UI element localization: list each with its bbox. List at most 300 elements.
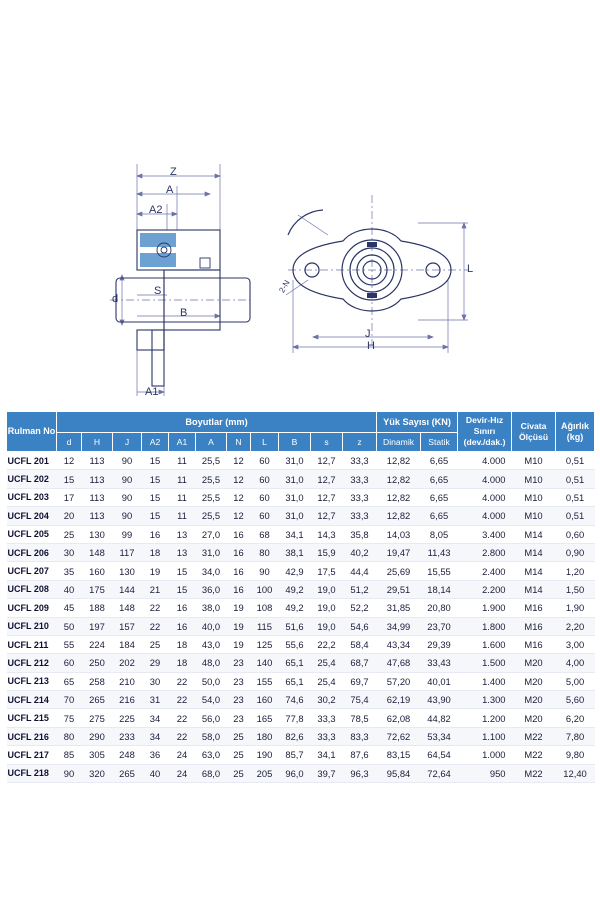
- cell-s: 34,1: [311, 746, 343, 764]
- cell-d: 17: [57, 488, 82, 506]
- cell-j: 184: [113, 635, 142, 653]
- dim-label-l: L: [467, 263, 474, 275]
- cell-dynamic: 25,69: [377, 562, 421, 580]
- spec-table: [6, 411, 595, 783]
- cell-l: 140: [251, 654, 279, 672]
- cell-a: 34,0: [196, 562, 227, 580]
- cell-a: 40,0: [196, 617, 227, 635]
- cell-s: 19,0: [311, 617, 343, 635]
- cell-weight: 1,20: [556, 562, 595, 580]
- cell-a1: 22: [169, 691, 196, 709]
- cell-d: 65: [57, 672, 82, 690]
- subheader-a2: A2: [142, 433, 169, 452]
- cell-a1: 18: [169, 654, 196, 672]
- cell-z: 96,3: [343, 764, 377, 782]
- table-row: [7, 672, 595, 690]
- table-row: [7, 525, 595, 543]
- cell-z: 54,6: [343, 617, 377, 635]
- cell-n: 25: [227, 764, 251, 782]
- cell-bolt: M16: [512, 599, 556, 617]
- cell-j: 130: [113, 562, 142, 580]
- header-dimensions: Boyutlar (mm): [57, 412, 377, 433]
- cell-weight: 5,00: [556, 672, 595, 690]
- cell-l: 60: [251, 470, 279, 488]
- header-bolt: Civata Ölçüsü: [512, 412, 556, 452]
- subheader-a1: A1: [169, 433, 196, 452]
- cell-j: 90: [113, 507, 142, 525]
- cell-b: 77,8: [279, 709, 311, 727]
- cell-speed: 1.300: [458, 691, 512, 709]
- cell-static: 18,14: [421, 580, 458, 598]
- cell-dynamic: 62,19: [377, 691, 421, 709]
- cell-b: 96,0: [279, 764, 311, 782]
- table-row: [7, 709, 595, 727]
- cell-bolt: M10: [512, 488, 556, 506]
- subheader-d: d: [57, 433, 82, 452]
- cell-bolt: M10: [512, 470, 556, 488]
- cell-model: UCFL 209: [7, 599, 57, 617]
- cell-a1: 15: [169, 580, 196, 598]
- subheader-j: J: [113, 433, 142, 452]
- cell-a: 25,5: [196, 470, 227, 488]
- cell-model: UCFL 211: [7, 635, 57, 653]
- cell-speed: 1.900: [458, 599, 512, 617]
- cell-n: 16: [227, 562, 251, 580]
- header-model: Rulman No: [7, 412, 57, 452]
- cell-dynamic: 62,08: [377, 709, 421, 727]
- cell-weight: 0,51: [556, 452, 595, 470]
- cell-l: 60: [251, 488, 279, 506]
- cell-weight: 0,51: [556, 507, 595, 525]
- table-row: [7, 599, 595, 617]
- cell-speed: 1.800: [458, 617, 512, 635]
- subheader-s: s: [311, 433, 343, 452]
- cell-s: 39,7: [311, 764, 343, 782]
- cell-b: 85,7: [279, 746, 311, 764]
- dim-label-2n: 2-N: [277, 278, 292, 295]
- cell-a1: 16: [169, 617, 196, 635]
- cell-s: 33,3: [311, 727, 343, 745]
- cell-l: 68: [251, 525, 279, 543]
- cell-a2: 25: [142, 635, 169, 653]
- cell-a2: 15: [142, 452, 169, 470]
- cell-a: 50,0: [196, 672, 227, 690]
- cell-b: 42,9: [279, 562, 311, 580]
- cell-dynamic: 12,82: [377, 507, 421, 525]
- cell-bolt: M16: [512, 635, 556, 653]
- cell-dynamic: 34,99: [377, 617, 421, 635]
- cell-b: 31,0: [279, 470, 311, 488]
- cell-a1: 22: [169, 709, 196, 727]
- dim-label-b: B: [180, 307, 188, 319]
- cell-dynamic: 57,20: [377, 672, 421, 690]
- cell-z: 83,3: [343, 727, 377, 745]
- cell-a1: 13: [169, 543, 196, 561]
- cell-model: UCFL 215: [7, 709, 57, 727]
- cell-model: UCFL 216: [7, 727, 57, 745]
- cell-speed: 4.000: [458, 470, 512, 488]
- cell-h: 113: [82, 488, 113, 506]
- cell-bolt: M14: [512, 543, 556, 561]
- cell-j: 248: [113, 746, 142, 764]
- cell-b: 38,1: [279, 543, 311, 561]
- cell-model: UCFL 208: [7, 580, 57, 598]
- cell-speed: 1.000: [458, 746, 512, 764]
- table-row: [7, 507, 595, 525]
- cell-s: 17,5: [311, 562, 343, 580]
- cell-b: 34,1: [279, 525, 311, 543]
- table-row: [7, 452, 595, 470]
- cell-static: 40,01: [421, 672, 458, 690]
- cell-l: 155: [251, 672, 279, 690]
- subheader-l: L: [251, 433, 279, 452]
- cell-d: 45: [57, 599, 82, 617]
- cell-a2: 30: [142, 672, 169, 690]
- cell-a: 56,0: [196, 709, 227, 727]
- cell-z: 33,3: [343, 488, 377, 506]
- cell-a1: 18: [169, 635, 196, 653]
- cell-d: 75: [57, 709, 82, 727]
- cell-b: 74,6: [279, 691, 311, 709]
- cell-dynamic: 19,47: [377, 543, 421, 561]
- cell-h: 160: [82, 562, 113, 580]
- cell-speed: 2.200: [458, 580, 512, 598]
- cell-n: 16: [227, 543, 251, 561]
- cell-n: 12: [227, 507, 251, 525]
- cell-static: 8,05: [421, 525, 458, 543]
- dim-label-z: Z: [170, 166, 177, 178]
- subheader-static: Statik: [421, 433, 458, 452]
- cell-d: 40: [57, 580, 82, 598]
- cell-a1: 15: [169, 562, 196, 580]
- cell-model: UCFL 207: [7, 562, 57, 580]
- subheader-h: H: [82, 433, 113, 452]
- cell-h: 305: [82, 746, 113, 764]
- cell-b: 55,6: [279, 635, 311, 653]
- cell-static: 15,55: [421, 562, 458, 580]
- cell-z: 44,4: [343, 562, 377, 580]
- cell-a: 48,0: [196, 654, 227, 672]
- cell-bolt: M20: [512, 709, 556, 727]
- cell-s: 12,7: [311, 470, 343, 488]
- cell-b: 31,0: [279, 488, 311, 506]
- cell-weight: 5,60: [556, 691, 595, 709]
- cell-l: 115: [251, 617, 279, 635]
- cell-weight: 1,90: [556, 599, 595, 617]
- cell-bolt: M14: [512, 580, 556, 598]
- cell-l: 160: [251, 691, 279, 709]
- cell-model: UCFL 214: [7, 691, 57, 709]
- cell-s: 25,4: [311, 654, 343, 672]
- cell-s: 12,7: [311, 488, 343, 506]
- cell-a: 25,5: [196, 452, 227, 470]
- cell-weight: 2,20: [556, 617, 595, 635]
- dim-label-s: S: [154, 285, 162, 297]
- cell-b: 31,0: [279, 507, 311, 525]
- cell-h: 290: [82, 727, 113, 745]
- cell-n: 25: [227, 746, 251, 764]
- cell-b: 49,2: [279, 580, 311, 598]
- cell-n: 23: [227, 709, 251, 727]
- cell-weight: 6,20: [556, 709, 595, 727]
- cell-s: 15,9: [311, 543, 343, 561]
- cell-a2: 22: [142, 599, 169, 617]
- subheader-b: B: [279, 433, 311, 452]
- cell-j: 117: [113, 543, 142, 561]
- cell-j: 90: [113, 452, 142, 470]
- cell-h: 275: [82, 709, 113, 727]
- subheader-dynamic: Dinamik: [377, 433, 421, 452]
- cell-model: UCFL 203: [7, 488, 57, 506]
- cell-z: 35,8: [343, 525, 377, 543]
- cell-bolt: M10: [512, 452, 556, 470]
- cell-a1: 16: [169, 599, 196, 617]
- cell-z: 33,3: [343, 452, 377, 470]
- table-row: [7, 580, 595, 598]
- cell-weight: 0,51: [556, 470, 595, 488]
- cell-a: 25,5: [196, 507, 227, 525]
- cell-weight: 7,80: [556, 727, 595, 745]
- cell-dynamic: 12,82: [377, 452, 421, 470]
- cell-static: 43,90: [421, 691, 458, 709]
- cell-bolt: M16: [512, 617, 556, 635]
- cell-speed: 1.200: [458, 709, 512, 727]
- cell-h: 113: [82, 470, 113, 488]
- cell-a2: 22: [142, 617, 169, 635]
- cell-s: 14,3: [311, 525, 343, 543]
- cell-dynamic: 29,51: [377, 580, 421, 598]
- cell-speed: 1.600: [458, 635, 512, 653]
- cell-s: 25,4: [311, 672, 343, 690]
- cell-j: 210: [113, 672, 142, 690]
- cell-weight: 3,00: [556, 635, 595, 653]
- cell-n: 16: [227, 525, 251, 543]
- cell-model: UCFL 202: [7, 470, 57, 488]
- cell-l: 80: [251, 543, 279, 561]
- cell-l: 60: [251, 452, 279, 470]
- cell-dynamic: 43,34: [377, 635, 421, 653]
- dim-label-a1: A1: [145, 386, 159, 398]
- cell-dynamic: 47,68: [377, 654, 421, 672]
- cell-h: 197: [82, 617, 113, 635]
- cell-z: 52,2: [343, 599, 377, 617]
- cell-speed: 4.000: [458, 507, 512, 525]
- table-row: [7, 562, 595, 580]
- cell-z: 33,3: [343, 470, 377, 488]
- cell-j: 216: [113, 691, 142, 709]
- cell-z: 75,4: [343, 691, 377, 709]
- cell-n: 19: [227, 617, 251, 635]
- cell-d: 70: [57, 691, 82, 709]
- cell-static: 20,80: [421, 599, 458, 617]
- cell-speed: 1.400: [458, 672, 512, 690]
- cell-h: 250: [82, 654, 113, 672]
- cell-l: 165: [251, 709, 279, 727]
- header-load: Yük Sayısı (KN): [377, 412, 458, 433]
- subheader-z: z: [343, 433, 377, 452]
- cell-d: 55: [57, 635, 82, 653]
- cell-dynamic: 12,82: [377, 470, 421, 488]
- cell-d: 20: [57, 507, 82, 525]
- cell-model: UCFL 210: [7, 617, 57, 635]
- cell-d: 30: [57, 543, 82, 561]
- cell-a: 38,0: [196, 599, 227, 617]
- cell-static: 23,70: [421, 617, 458, 635]
- cell-h: 320: [82, 764, 113, 782]
- cell-a2: 15: [142, 507, 169, 525]
- cell-a2: 34: [142, 727, 169, 745]
- cell-speed: 4.000: [458, 488, 512, 506]
- header-weight: Ağırlık (kg): [556, 412, 595, 452]
- cell-bolt: M20: [512, 691, 556, 709]
- cell-bolt: M22: [512, 764, 556, 782]
- subheader-a: A: [196, 433, 227, 452]
- dim-label-a: A: [166, 184, 174, 196]
- cell-weight: 0,60: [556, 525, 595, 543]
- cell-z: 87,6: [343, 746, 377, 764]
- cell-s: 33,3: [311, 709, 343, 727]
- cell-h: 188: [82, 599, 113, 617]
- table-row: [7, 635, 595, 653]
- cell-a2: 21: [142, 580, 169, 598]
- cell-j: 225: [113, 709, 142, 727]
- cell-a2: 18: [142, 543, 169, 561]
- cell-n: 12: [227, 470, 251, 488]
- table-row: [7, 488, 595, 506]
- cell-speed: 2.800: [458, 543, 512, 561]
- cell-j: 202: [113, 654, 142, 672]
- cell-a2: 31: [142, 691, 169, 709]
- cell-z: 40,2: [343, 543, 377, 561]
- table-row: [7, 654, 595, 672]
- dim-label-a2: A2: [149, 204, 163, 216]
- cell-dynamic: 72,62: [377, 727, 421, 745]
- cell-static: 6,65: [421, 488, 458, 506]
- cell-j: 90: [113, 488, 142, 506]
- table-row: [7, 470, 595, 488]
- cell-d: 25: [57, 525, 82, 543]
- cell-n: 23: [227, 654, 251, 672]
- cell-static: 11,43: [421, 543, 458, 561]
- cell-z: 69,7: [343, 672, 377, 690]
- table-row: [7, 727, 595, 745]
- cell-n: 16: [227, 580, 251, 598]
- cell-dynamic: 12,82: [377, 488, 421, 506]
- cell-dynamic: 95,84: [377, 764, 421, 782]
- cell-z: 51,2: [343, 580, 377, 598]
- cell-b: 49,2: [279, 599, 311, 617]
- cell-n: 25: [227, 727, 251, 745]
- cell-j: 157: [113, 617, 142, 635]
- cell-speed: 950: [458, 764, 512, 782]
- cell-s: 22,2: [311, 635, 343, 653]
- cell-bolt: M14: [512, 525, 556, 543]
- cell-z: 33,3: [343, 507, 377, 525]
- cell-speed: 4.000: [458, 452, 512, 470]
- cell-speed: 3.400: [458, 525, 512, 543]
- cell-a2: 15: [142, 470, 169, 488]
- cell-model: UCFL 204: [7, 507, 57, 525]
- cell-l: 205: [251, 764, 279, 782]
- cell-a1: 11: [169, 507, 196, 525]
- cell-d: 90: [57, 764, 82, 782]
- cell-bolt: M22: [512, 727, 556, 745]
- dim-label-h: H: [367, 340, 375, 352]
- cell-b: 65,1: [279, 672, 311, 690]
- cell-h: 224: [82, 635, 113, 653]
- cell-d: 15: [57, 470, 82, 488]
- cell-static: 6,65: [421, 507, 458, 525]
- cell-z: 78,5: [343, 709, 377, 727]
- cell-static: 6,65: [421, 470, 458, 488]
- cell-a2: 36: [142, 746, 169, 764]
- cell-z: 68,7: [343, 654, 377, 672]
- cell-static: 44,82: [421, 709, 458, 727]
- cell-d: 80: [57, 727, 82, 745]
- cell-l: 60: [251, 507, 279, 525]
- cell-b: 51,6: [279, 617, 311, 635]
- cell-dynamic: 83,15: [377, 746, 421, 764]
- cell-d: 60: [57, 654, 82, 672]
- cell-a2: 16: [142, 525, 169, 543]
- cell-h: 113: [82, 452, 113, 470]
- cell-static: 72,64: [421, 764, 458, 782]
- cell-d: 85: [57, 746, 82, 764]
- cell-j: 99: [113, 525, 142, 543]
- cell-s: 12,7: [311, 507, 343, 525]
- cell-a: 68,0: [196, 764, 227, 782]
- table-row: [7, 746, 595, 764]
- header-speed: Devir-Hız Sınırı (dev./dak.): [458, 412, 512, 452]
- cell-a1: 13: [169, 525, 196, 543]
- cell-weight: 0,51: [556, 488, 595, 506]
- cell-a2: 34: [142, 709, 169, 727]
- cell-h: 175: [82, 580, 113, 598]
- cell-a1: 11: [169, 470, 196, 488]
- technical-drawings: [0, 150, 600, 400]
- cell-a: 31,0: [196, 543, 227, 561]
- cell-model: UCFL 213: [7, 672, 57, 690]
- cell-dynamic: 14,03: [377, 525, 421, 543]
- cell-model: UCFL 201: [7, 452, 57, 470]
- front-view-drawing: [268, 195, 488, 395]
- cell-h: 130: [82, 525, 113, 543]
- spec-table-body: [7, 452, 595, 783]
- cell-bolt: M22: [512, 746, 556, 764]
- cell-j: 265: [113, 764, 142, 782]
- cell-n: 23: [227, 672, 251, 690]
- cell-a: 36,0: [196, 580, 227, 598]
- cell-a1: 24: [169, 764, 196, 782]
- cell-model: UCFL 217: [7, 746, 57, 764]
- cell-h: 113: [82, 507, 113, 525]
- cell-b: 82,6: [279, 727, 311, 745]
- cell-n: 23: [227, 691, 251, 709]
- cell-j: 148: [113, 599, 142, 617]
- cell-d: 12: [57, 452, 82, 470]
- cell-a2: 19: [142, 562, 169, 580]
- cell-d: 35: [57, 562, 82, 580]
- cell-weight: 9,80: [556, 746, 595, 764]
- cell-static: 64,54: [421, 746, 458, 764]
- cell-h: 148: [82, 543, 113, 561]
- cell-b: 31,0: [279, 452, 311, 470]
- cell-a2: 15: [142, 488, 169, 506]
- cell-l: 100: [251, 580, 279, 598]
- cell-static: 53,34: [421, 727, 458, 745]
- cell-model: UCFL 205: [7, 525, 57, 543]
- cell-a: 54,0: [196, 691, 227, 709]
